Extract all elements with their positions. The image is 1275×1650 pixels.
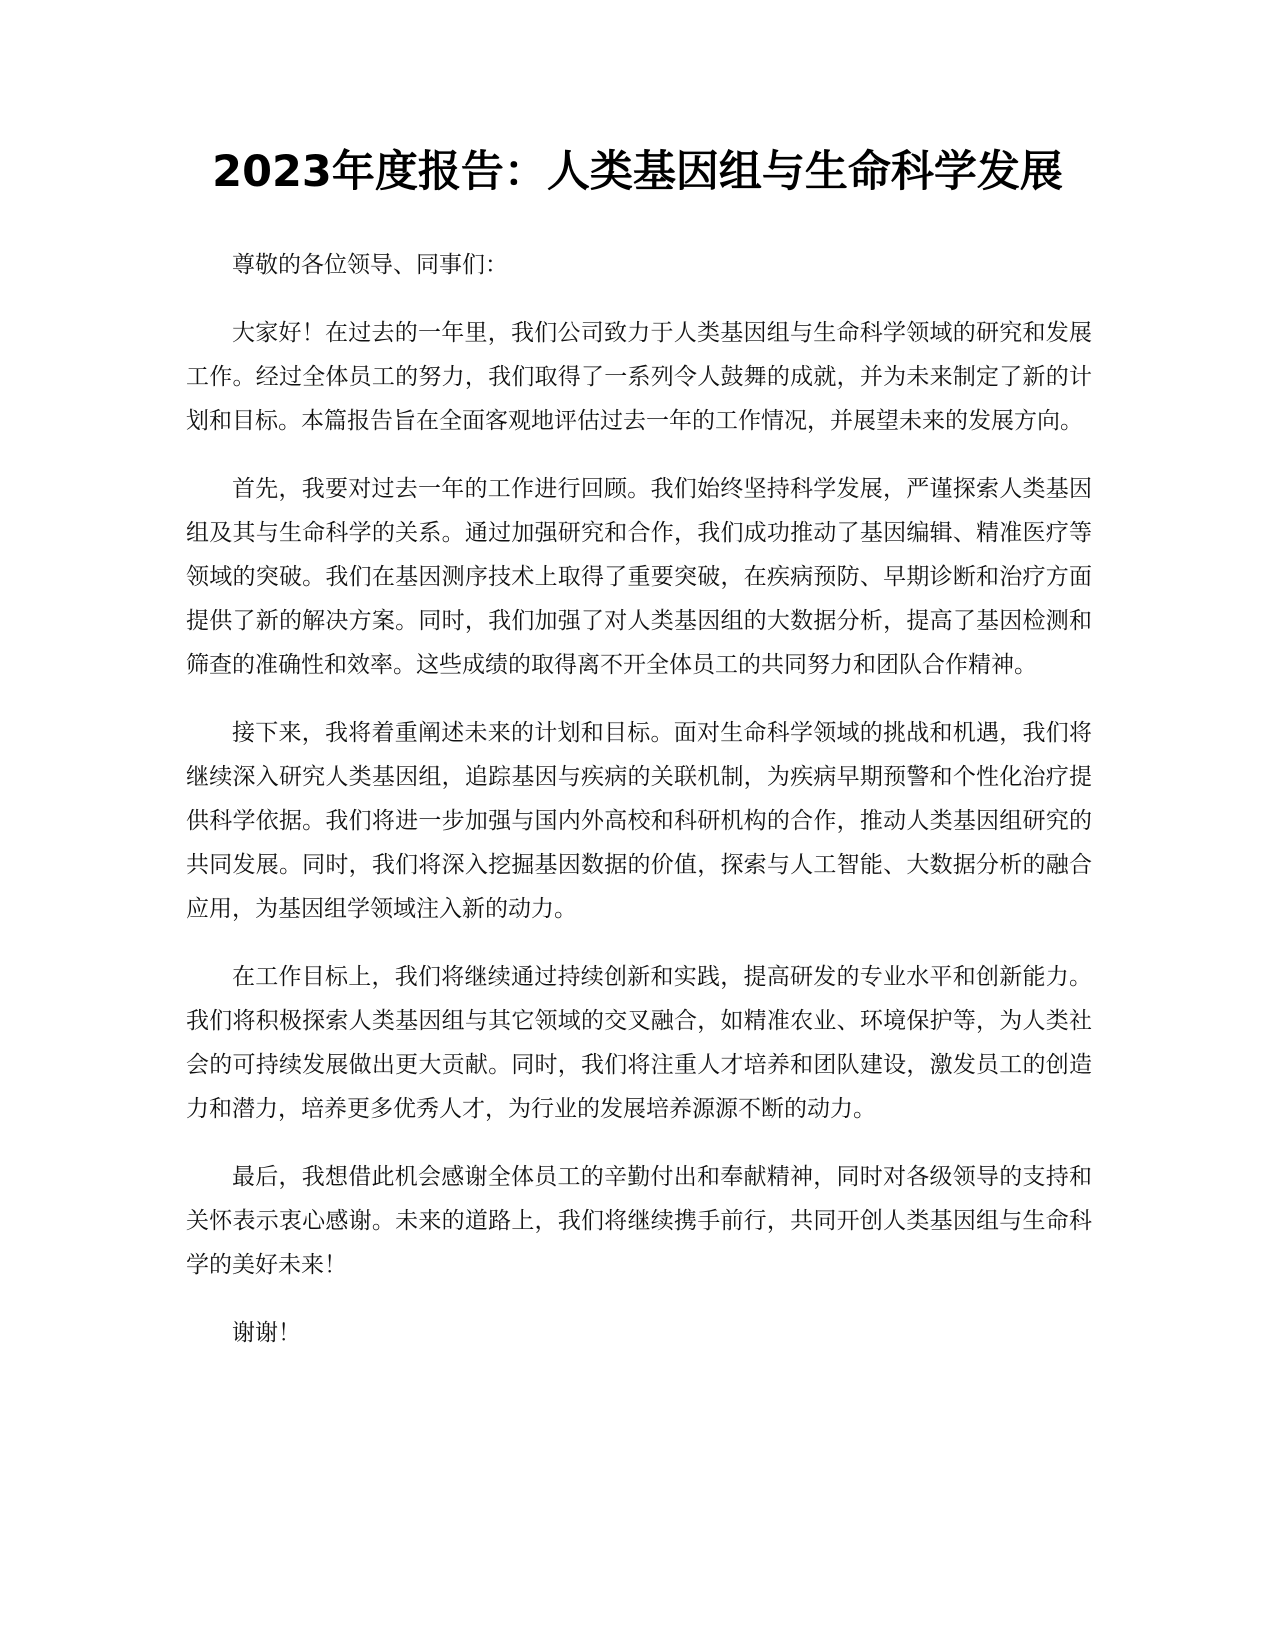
closing-paragraph: 谢谢！ <box>232 1320 301 1346</box>
salutation-paragraph: 尊敬的各位领导、同事们： <box>232 252 508 278</box>
intro-paragraph: 大家好！在过去的一年里，我们公司致力于人类基因组与生命科学领域的研究和发展工作。经过全体员工的努力，我们取得了一系列令人鼓舞的成就，并为未来制定了新的计划和目标。本篇报告旨在全面客观地评估过去一年的工作情况，并展望未来的发展方向。 <box>186 320 1092 434</box>
plans-paragraph: 接下来，我将着重阐述未来的计划和目标。面对生命科学领域的挑战和机遇，我们将继续深入研究人类基因组，追踪基因与疾病的关联机制，为疾病早期预警和个性化治疗提供科学依据。我们将进一步加强与国内外高校和科研机构的合作，推动人类基因组研究的共同发展。同时，我们将深入挖掘基因数据的价值，探索与人工智能、大数据分析的融合应用，为基因组学领域注入新的动力。 <box>186 720 1092 922</box>
review-paragraph: 首先，我要对过去一年的工作进行回顾。我们始终坚持科学发展，严谨探索人类基因组及其与生命科学的关系。通过加强研究和合作，我们成功推动了基因编辑、精准医疗等领域的突破。我们在基因测序技术上取得了重要突破，在疾病预防、早期诊断和治疗方面提供了新的解决方案。同时，我们加强了对人类基因组的大数据分析，提高了基因检测和筛查的准确性和效率。这些成绩的取得离不开全体员工的共同努力和团队合作精神。 <box>186 476 1092 678</box>
goals-paragraph: 在工作目标上，我们将继续通过持续创新和实践，提高研发的专业水平和创新能力。我们将积极探索人类基因组与其它领域的交叉融合，如精准农业、环境保护等，为人类社会的可持续发展做出更大贡献。同时，我们将注重人才培养和团队建设，激发员工的创造力和潜力，培养更多优秀人才，为行业的发展培养源源不断的动力。 <box>186 964 1092 1122</box>
thanks-paragraph: 最后，我想借此机会感谢全体员工的辛勤付出和奉献精神，同时对各级领导的支持和关怀表示衷心感谢。未来的道路上，我们将继续携手前行，共同开创人类基因组与生命科学的美好未来！ <box>186 1164 1092 1278</box>
document-body <box>186 243 1092 1379</box>
document-title: 2023年度报告：人类基因组与生命科学发展 <box>212 147 1063 197</box>
